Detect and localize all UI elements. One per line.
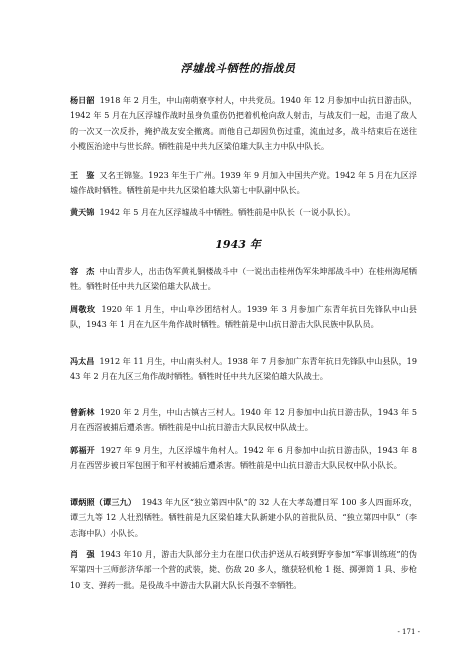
person-name: 曾新林 [70,407,95,417]
person-name: 黄天锦 [70,207,95,217]
biography-entry [70,205,417,220]
person-name: 肖 强 [70,549,95,559]
biography-entry [70,354,417,385]
biography-entry [70,547,417,593]
person-name: 郭福开 [70,445,95,455]
biography-entry [70,443,417,474]
biography-entry [70,495,417,541]
person-name: 容 杰 [70,266,95,276]
person-name: 杨日韶 [70,95,95,105]
biography-text: 1927 年 9 月生，九区浮墟牛角村人。1942 年 6 月参加中山抗日游击队，1943 年 8 月在西罟步被日军包围于和平村被捕后遭杀害。牺牲前是中山抗日游击大队民权中队小队长。 [70,445,417,471]
biography-text: 1920 年 2 月生，中山古镇古三村人。1940 年 12 月参加中山抗日游击队，1943 年 5 月在西滘被捕后遭杀害。牺牲前是中山抗日游击大队民权中队战士。 [70,407,417,433]
person-name: 周敬玫 [70,304,96,314]
biography-entry [70,264,417,295]
year-heading: 1943 年 [215,238,261,251]
biography-text: 1943 年10 月，游击大队部分主力在崖口伏击护送从石岐到野亨参加“军事训练班”的伪军第四十三师彭济华部一个营的武装，毙、伤敌 20 多人，缴获轻机枪 1 挺、掷弹筒 1 具、步枪 10 支、弹药一批。是役战斗中游击大队副大队长肖强不幸牺牲。 [70,549,417,590]
biography-entry [70,405,417,436]
person-name: 冯太昌 [70,356,95,366]
biography-text: 1918 年 2 月生，中山南萌寮亨村人，中共党员。1940 年 12 月参加中山抗日游击队，1942 年 5 月在九区浮墟作战时虽身负重伤仍把着机枪向敌人射击，与战友们一起，击退了敌人的一次又一次反扑，掩护战友安全撤离。而他自己却因负伤过重，流血过多，战斗结束后在送往小榄医治途中与世长辞。牺牲前是中共九区梁伯雄大队主力中队中队长。 [70,95,417,152]
biography-text: 1912 年 11 月生，中山南头村人。1938 年 7 月参加广东青年抗日先锋队中山县队，1943 年 2 月在九区三角作战时牺牲。牺牲时任中共九区梁伯雄大队战士。 [70,356,417,382]
biography-entry [70,93,417,155]
biography-text: 1943 年九区“独立第四中队”的 32 人在大孝岛遭日军 100 多人四面环攻，谭三九等 12 人壮烈牺牲。牺牲前是九区梁伯雄大队新建小队的首批队员、“独立第四中队”（李志海中队）小队长。 [70,497,417,538]
biography-entry [70,168,417,199]
page-number: - 171 - [397,628,420,636]
biography-text: 1942 年 5 月在九区浮墟战斗中牺牲。牺牲前是中队长（一说小队长）。 [99,207,356,217]
page-title: 浮墟战斗牺牲的指战员 [180,62,296,75]
biography-text: 1920 年 1 月生，中山阜沙团结村人。1939 年 3 月参加广东青年抗日先锋队中山县队，1943 年 1 月在九区牛角作战时牺牲。牺牲前是中山抗日游击大队民族中队队员。 [70,304,417,330]
person-name: 谭炳照（谭三九） [70,497,137,507]
biography-entry [70,302,417,333]
biography-text: 中山青步人，出击伪军黄礼铜楼战斗中（一说出击桂州伪军朱坤部战斗中）在桂州海尾牺牲。牺牲时任中共九区梁伯雄大队战士。 [70,266,417,292]
person-name: 王 鉴 [70,170,95,180]
biography-text: 又名王锦鉴。1923 年生于广州。1939 年 9 月加入中国共产党。1942 年 5 月在九区浮墟作战时牺牲。牺牲前是中共九区梁伯雄大队第七中队副中队长。 [70,170,417,196]
